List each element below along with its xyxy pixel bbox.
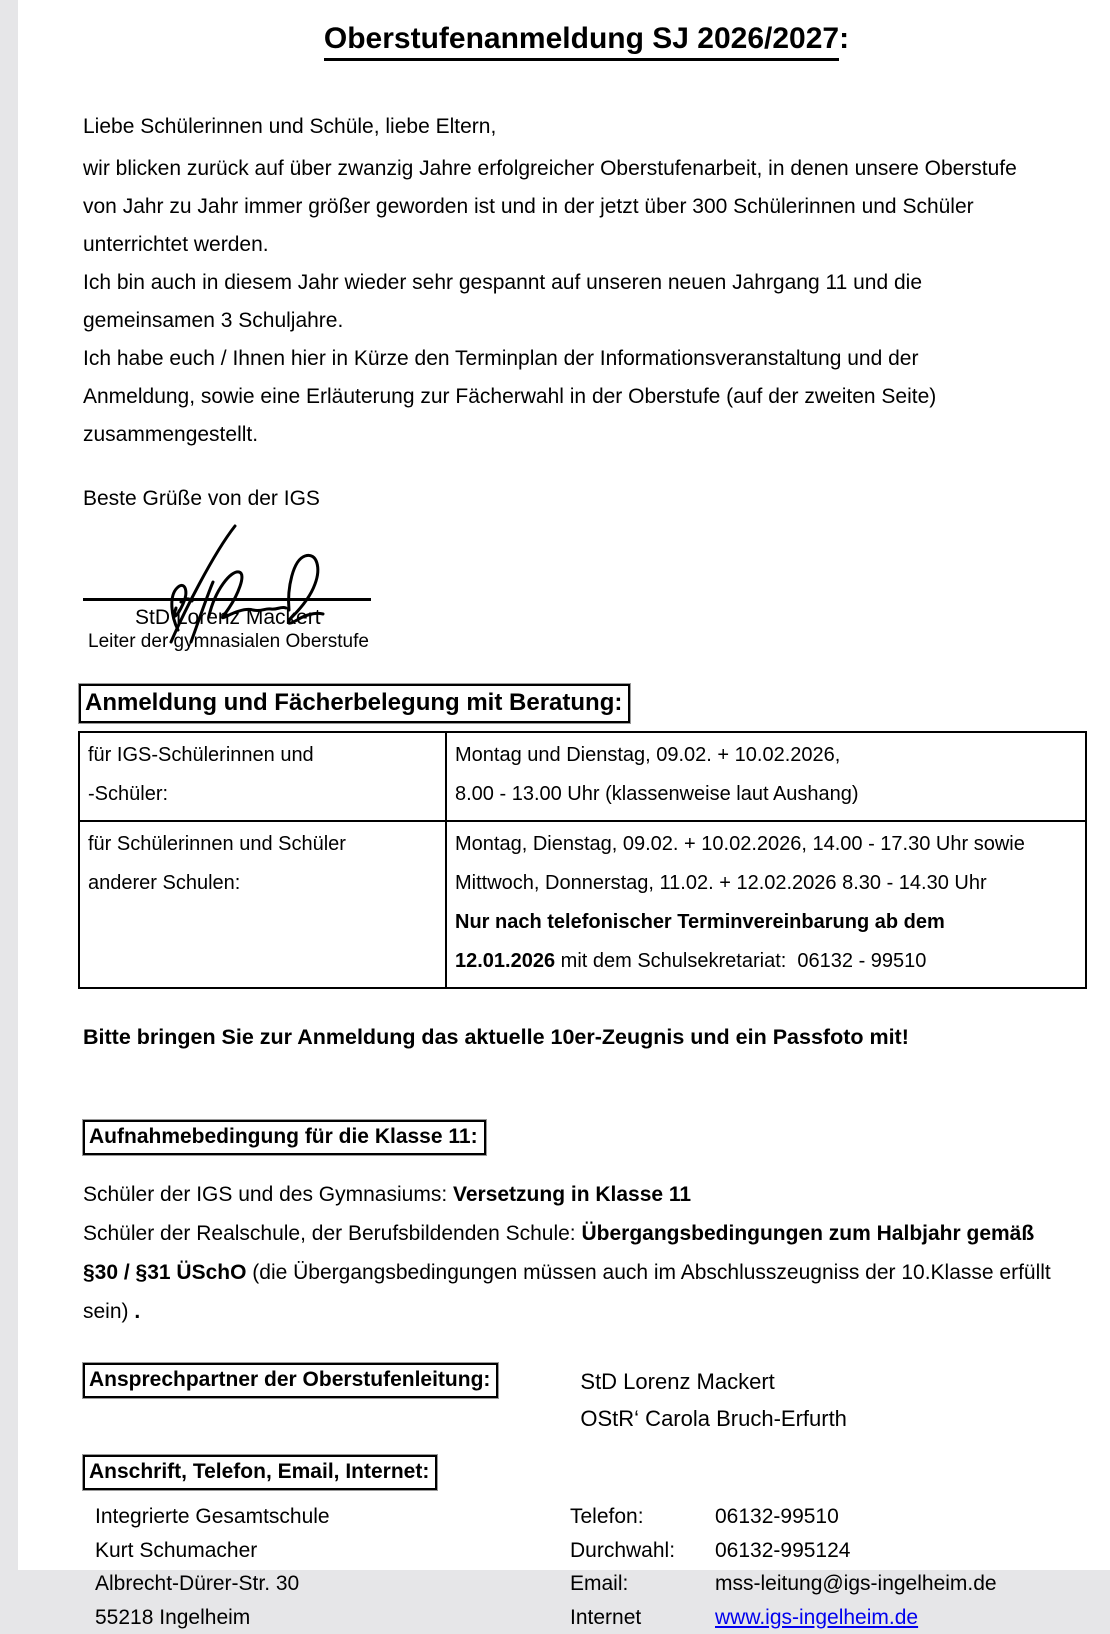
- page-title-colon: :: [839, 22, 849, 55]
- website-link[interactable]: www.igs-ingelheim.de: [715, 1606, 918, 1629]
- paragraph-3: Ich habe euch / Ihnen hier in Kürze den Terminplan der Informationsveranstaltung und der Anmeldung, sowie eine Erläuterung zur Fächerwahl in der Oberstufe (auf der zweiten Seite) zusammengestellt.: [83, 340, 1031, 454]
- row-detail-line: Montag, Dienstag, 09.02. + 10.02.2026, 14.00 - 17.30 Uhr sowie: [455, 825, 1077, 864]
- email-address: mss-leitung@igs-ingelheim.de: [715, 1567, 997, 1601]
- signer-name: StD Lorenz Mackert: [83, 605, 373, 630]
- date-bold: 12.01.2026: [455, 950, 555, 972]
- contact-label: Telefon:: [570, 1500, 715, 1534]
- paragraph-1: wir blicken zurück auf über zwanzig Jahre erfolgreicher Oberstufenarbeit, in denen unsere Oberstufe von Jahr zu Jahr immer größer geworden ist und in der jetzt über 300 Schülerinnen und Schüler unterrichtet werden.: [83, 150, 1031, 264]
- row-label-cell: [79, 732, 446, 821]
- row-label-line: -Schüler:: [88, 775, 437, 814]
- table-row: [79, 732, 1086, 821]
- section-heading-registration: Anmeldung und Fächerbelegung mit Beratung:: [79, 684, 630, 723]
- admission-line2-bold: Übergangsbedingungen zum Halbjahr gemäß §30 / §31 ÜSchO: [83, 1222, 1034, 1284]
- registration-schedule-table: [78, 731, 1087, 989]
- row-detail-cell: [446, 732, 1086, 821]
- admission-line2-normal: Schüler der Realschule, der Berufsbildenden Schule:: [83, 1222, 581, 1245]
- leadership-names: [580, 1363, 847, 1437]
- bring-documents-note: Bitte bringen Sie zur Anmeldung das aktuelle 10er-Zeugnis und ein Passfoto mit!: [83, 1025, 1063, 1050]
- section-heading-address: Anschrift, Telefon, Email, Internet:: [83, 1455, 437, 1490]
- row-detail-line-bold: Nur nach telefonischer Terminvereinbarung ab dem: [455, 903, 1077, 942]
- admission-line2-rest: (die Übergangsbedingungen müssen auch im Abschlusszeugniss der 10.Klasse erfüllt sein): [83, 1261, 1051, 1323]
- row-detail-line: Montag und Dienstag, 09.02. + 10.02.2026,: [455, 736, 1077, 775]
- table-row: [79, 821, 1086, 988]
- section-heading-leadership: Ansprechpartner der Oberstufenleitung:: [83, 1363, 498, 1398]
- row-detail-line: Mittwoch, Donnerstag, 11.02. + 12.02.2026 8.30 - 14.30 Uhr: [455, 864, 1077, 903]
- row-label-line: für Schülerinnen und Schüler: [88, 825, 437, 864]
- leadership-name: StD Lorenz Mackert: [580, 1363, 847, 1400]
- contact-label: Internet: [570, 1601, 715, 1634]
- signer-role: Leiter der gymnasialen Oberstufe: [83, 630, 373, 654]
- direct-dial-number: 06132-995124: [715, 1534, 997, 1568]
- school-address: [83, 1500, 570, 1634]
- address-line: Albrecht-Dürer-Str. 30: [95, 1567, 570, 1601]
- admission-conditions-text: [83, 1175, 1058, 1331]
- contact-label: Durchwahl:: [570, 1534, 715, 1568]
- row-label-line: anderer Schulen:: [88, 864, 437, 903]
- admission-line2-period: .: [134, 1300, 140, 1323]
- leadership-section: [83, 1363, 1090, 1437]
- page-title-text: Oberstufenanmeldung SJ 2026/2027: [324, 22, 839, 61]
- contact-label: Email:: [570, 1567, 715, 1601]
- phone-number: 06132-99510: [715, 1500, 997, 1534]
- contact-info-labels: [570, 1500, 715, 1634]
- signature-line: [83, 598, 371, 601]
- address-line: Kurt Schumacher: [95, 1534, 570, 1568]
- address-contact-block: [83, 1500, 1090, 1634]
- admission-line1-bold: Versetzung in Klasse 11: [453, 1183, 691, 1206]
- admission-line1-normal: Schüler der IGS und des Gymnasiums:: [83, 1183, 453, 1206]
- leadership-name: OStR‘ Carola Bruch-Erfurth: [580, 1400, 847, 1437]
- row-detail-line: [455, 942, 1077, 981]
- closing-line: Beste Grüße von der IGS: [83, 480, 1031, 518]
- letter-body: [83, 108, 1090, 518]
- paragraph-2: Ich bin auch in diesem Jahr wieder sehr gespannt auf unseren neuen Jahrgang 11 und die gemeinsamen 3 Schuljahre.: [83, 264, 1031, 340]
- contact-info-values: [715, 1500, 997, 1634]
- address-line: Integrierte Gesamtschule: [95, 1500, 570, 1534]
- signature-block: [83, 524, 373, 654]
- address-line: 55218 Ingelheim: [95, 1601, 570, 1634]
- section-heading-admission: Aufnahmebedingung für die Klasse 11:: [83, 1120, 486, 1155]
- salutation: Liebe Schülerinnen und Schüle, liebe Eltern,: [83, 108, 1031, 146]
- row-detail-cell: [446, 821, 1086, 988]
- page-title: [83, 22, 1090, 56]
- row-label-line: für IGS-Schülerinnen und: [88, 736, 437, 775]
- row-label-cell: [79, 821, 446, 988]
- detail-rest: mit dem Schulsekretariat: 06132 - 99510: [555, 950, 926, 972]
- row-detail-line: 8.00 - 13.00 Uhr (klassenweise laut Aushang): [455, 775, 1077, 814]
- document-page: [18, 0, 1110, 1570]
